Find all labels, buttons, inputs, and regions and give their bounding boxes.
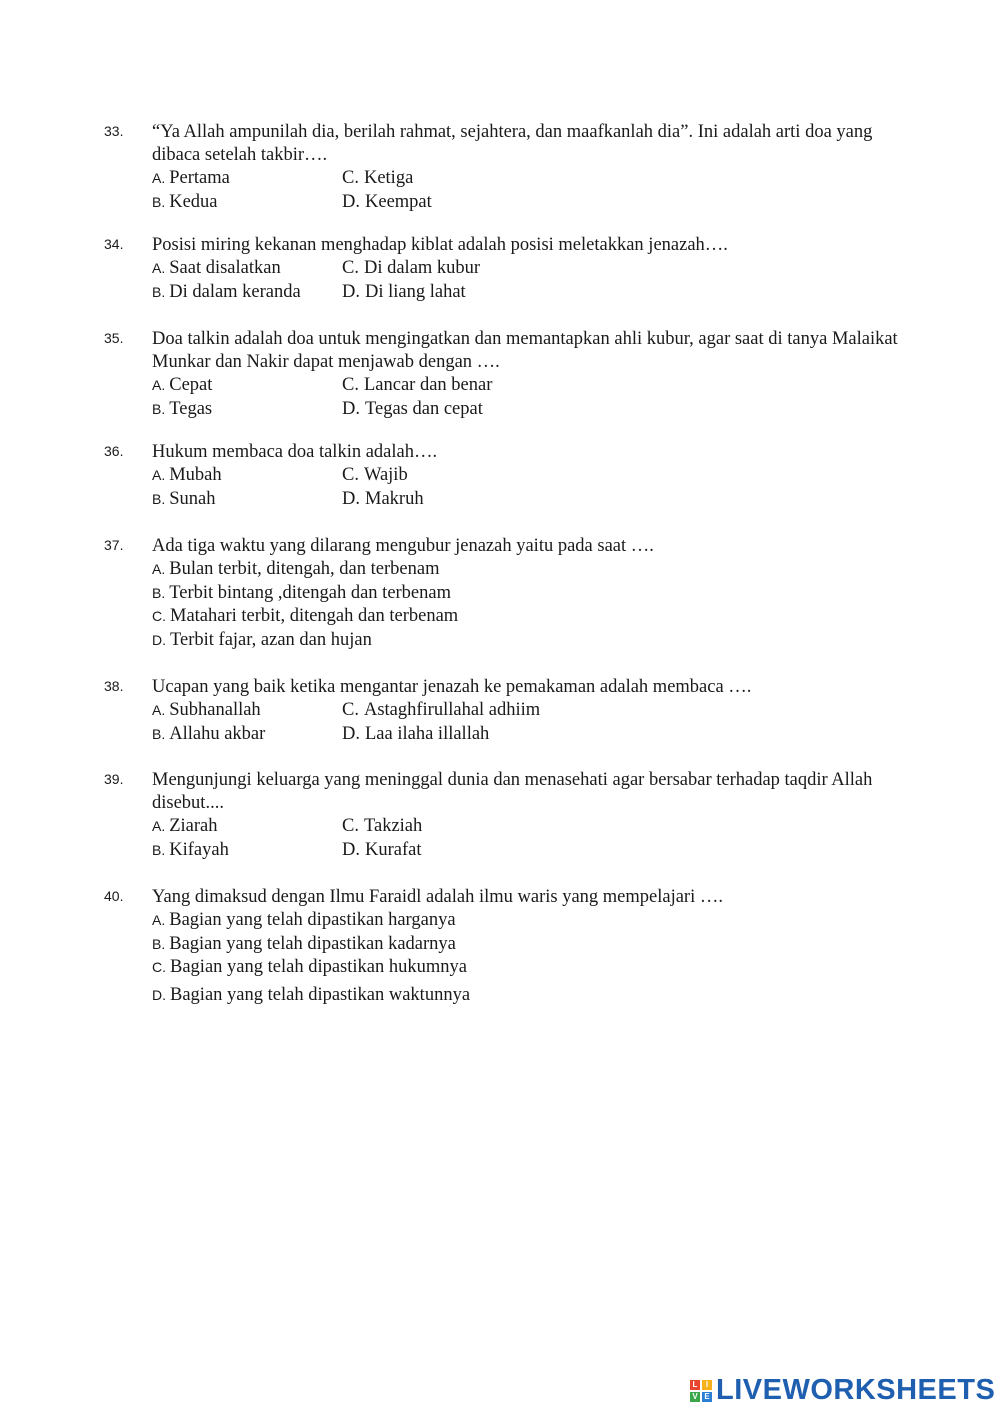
question-text: Ada tiga waktu yang dilarang mengubur jenazah yaitu pada saat …. <box>152 536 654 556</box>
logo-squares-icon <box>690 1380 712 1402</box>
question-40 <box>104 886 904 1007</box>
question-text: Hukum membaca doa talkin adalah…. <box>152 442 438 462</box>
question-37 <box>104 535 904 652</box>
option-c[interactable]: C. Wajib <box>342 465 408 485</box>
option-d[interactable]: D. Terbit fajar, azan dan hujan <box>152 629 372 650</box>
option-b[interactable]: B. Sunah <box>152 488 216 509</box>
options <box>152 558 904 652</box>
question-text: Ucapan yang baik ketika mengantar jenazah ke pemakaman adalah membaca …. <box>152 677 752 697</box>
question-35 <box>104 328 904 421</box>
question-number: 39. <box>104 771 124 787</box>
option-a[interactable]: A. Subhanallah <box>152 700 261 720</box>
option-d[interactable]: D. Di liang lahat <box>342 281 466 302</box>
logo-square: L <box>690 1380 700 1390</box>
question-number: 33. <box>104 123 124 139</box>
question-38 <box>104 676 904 746</box>
option-a[interactable]: A. Saat disalatkan <box>152 258 281 278</box>
option-a[interactable]: A. Bagian yang telah dipastikan harganya <box>152 910 456 930</box>
logo-text: LIVEWORKSHEETS <box>716 1374 996 1406</box>
option-b[interactable]: B. Allahu akbar <box>152 723 266 744</box>
option-d[interactable]: D. Bagian yang telah dipastikan waktunnya <box>152 984 471 1005</box>
option-c[interactable]: C. Matahari terbit, ditengah dan terbenam <box>152 606 459 626</box>
option-d[interactable]: D. Tegas dan cepat <box>342 398 483 419</box>
option-c[interactable]: C. Astaghfirullahal adhiim <box>342 700 541 720</box>
question-39 <box>104 769 904 862</box>
option-a[interactable]: A. Cepat <box>152 375 213 395</box>
options <box>152 167 904 214</box>
options <box>152 815 904 862</box>
option-d[interactable]: D. Laa ilaha illallah <box>342 723 490 744</box>
question-33 <box>104 121 904 214</box>
option-b[interactable]: B. Tegas <box>152 398 213 419</box>
question-36 <box>104 441 904 511</box>
question-number: 34. <box>104 236 124 252</box>
logo-square: E <box>702 1392 712 1402</box>
liveworksheets-logo[interactable] <box>690 1374 995 1407</box>
option-a[interactable]: A. Bulan terbit, ditengah, dan terbenam <box>152 559 440 579</box>
question-text: Yang dimaksud dengan Ilmu Faraidl adalah ilmu waris yang mempelajari …. <box>152 887 723 907</box>
question-number: 38. <box>104 678 124 694</box>
option-b[interactable]: B. Kedua <box>152 191 218 212</box>
option-a[interactable]: A. Ziarah <box>152 816 218 836</box>
question-text: Mengunjungi keluarga yang meninggal dunia dan menasehati agar bersabar terhadap taqdir Allah disebut.... <box>152 770 873 813</box>
question-text: Posisi miring kekanan menghadap kiblat adalah posisi meletakkan jenazah…. <box>152 235 728 255</box>
logo-square: V <box>690 1392 700 1402</box>
option-b[interactable]: B. Terbit bintang ,ditengah dan terbenam <box>152 582 451 603</box>
option-d[interactable]: D. Kurafat <box>342 839 422 860</box>
question-text: “Ya Allah ampunilah dia, berilah rahmat, sejahtera, dan maafkanlah dia”. Ini adalah arti doa yang dibaca setelah takbir…. <box>152 122 873 165</box>
option-c[interactable]: C. Di dalam kubur <box>342 258 481 278</box>
options <box>152 374 904 421</box>
option-d[interactable]: D. Keempat <box>342 191 432 212</box>
option-d[interactable]: D. Makruh <box>342 488 424 509</box>
question-text: Doa talkin adalah doa untuk mengingatkan dan memantapkan ahli kubur, agar saat di tanya Malaikat Munkar dan Nakir dapat menjawab dengan …. <box>152 329 898 372</box>
question-number: 40. <box>104 888 124 904</box>
logo-square: I <box>702 1380 712 1390</box>
options <box>152 257 904 304</box>
option-b[interactable]: B. Kifayah <box>152 839 229 860</box>
option-b[interactable]: B. Bagian yang telah dipastikan kadarnya <box>152 933 456 954</box>
option-c[interactable]: C. Lancar dan benar <box>342 375 493 395</box>
option-a[interactable]: A. Pertama <box>152 168 230 188</box>
option-c[interactable]: C. Bagian yang telah dipastikan hukumnya <box>152 957 467 977</box>
options <box>152 909 904 1007</box>
option-a[interactable]: A. Mubah <box>152 465 222 485</box>
question-number: 37. <box>104 537 124 553</box>
options <box>152 699 904 746</box>
options <box>152 464 904 511</box>
question-number: 35. <box>104 330 124 346</box>
question-34 <box>104 234 904 304</box>
option-c[interactable]: C. Takziah <box>342 816 423 836</box>
option-b[interactable]: B. Di dalam keranda <box>152 281 301 302</box>
question-number: 36. <box>104 443 124 459</box>
option-c[interactable]: C. Ketiga <box>342 168 414 188</box>
